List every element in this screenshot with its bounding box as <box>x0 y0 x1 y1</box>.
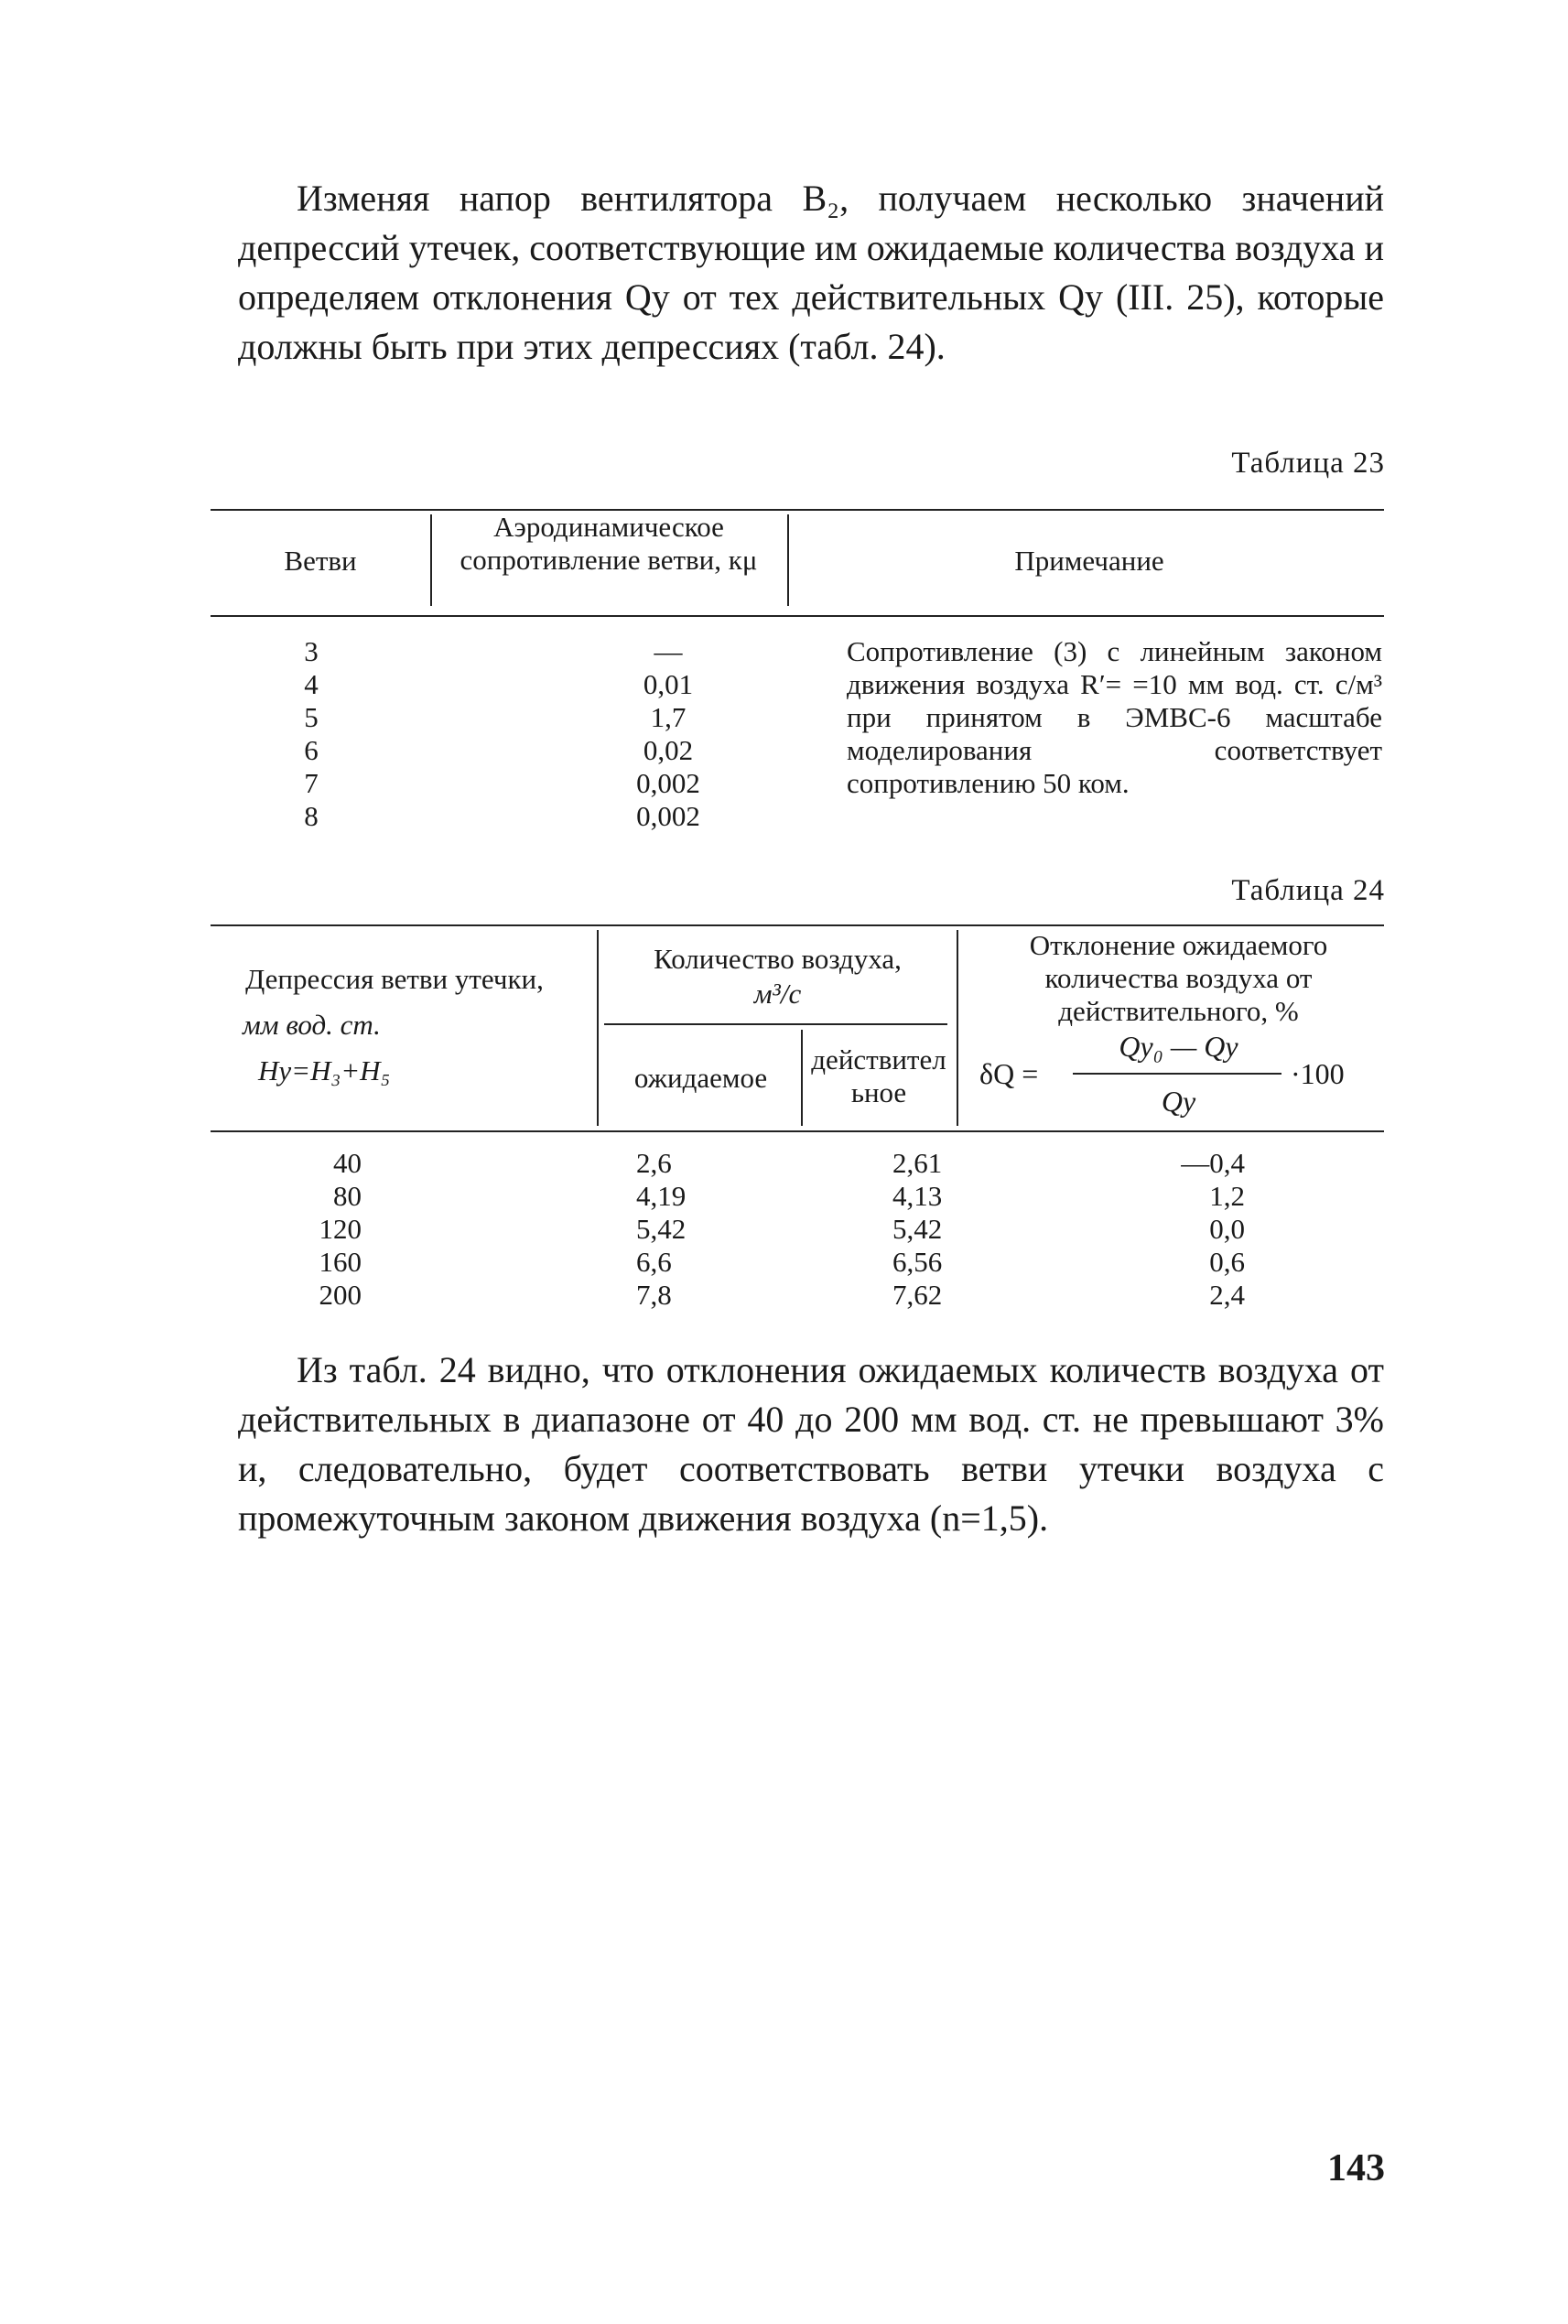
table24-col-divider-2 <box>957 930 958 1126</box>
table23-header-branches: Ветви <box>284 545 357 577</box>
table24-expected-column <box>636 1147 746 1312</box>
table23-resistance-value: 0,01 <box>643 668 694 700</box>
table24-header-quantity-units: м³/с <box>753 978 802 1010</box>
page-number: 143 <box>1327 2147 1385 2189</box>
table23-note: Сопротивление (3) с линейным законом движения воздуха R′= =10 мм вод. ст. с/м³ при принятом в ЭМВС-6 масштабе моделирования соответствует сопротивлению 50 ком. <box>847 635 1382 799</box>
table23-resistance-value: 0,002 <box>636 767 700 799</box>
paragraph-conclusion-text: Из табл. 24 видно, что отклонения ожидаемых количеств воздуха от действительных в диапазоне от 40 до 200 мм вод. ст. не превышают 3% и, следовательно, будет соответствовать ветви утечки воздуха с промежуточным законом движения воздуха (n=1,5). <box>238 1349 1384 1539</box>
table23-branch: 3 <box>304 635 319 667</box>
table24-header-actual: действительное <box>811 1043 946 1108</box>
table24-top-rule <box>211 924 1384 926</box>
table24-header-rule <box>211 1130 1384 1132</box>
table23-resistance-value: 0,02 <box>643 734 694 766</box>
table24-formula-denominator-text: Qу <box>1161 1085 1196 1118</box>
table24-deviation-value: 0,0 <box>1209 1213 1245 1245</box>
table24-actual-value: 4,13 <box>892 1180 943 1212</box>
table24-formula-denominator <box>1080 1085 1277 1119</box>
table24-deviation-value: 0,6 <box>1209 1246 1245 1278</box>
table24-header-depression-units: мм вод. ст. <box>243 1009 381 1041</box>
table24-depression-column <box>275 1147 362 1312</box>
table24-expected-value: 7,8 <box>636 1279 672 1311</box>
table24-depression-value: 200 <box>319 1279 362 1311</box>
table24-header-depression-1: Депрессия ветви утечки, <box>245 963 544 995</box>
table24-actual-column <box>892 1147 1002 1312</box>
table23-col-divider-2 <box>787 514 789 606</box>
table24-subheader-rule <box>604 1023 947 1025</box>
table24-expected-value: 6,6 <box>636 1246 672 1278</box>
table24-header-depression-3 <box>258 1054 588 1087</box>
paragraph-intro-text: Изменяя напор вентилятора B₂, получаем несколько значений депрессий утечек, соответствующие им ожидаемые количества воздуха и определяем отклонения Qу от тех действительных Qу (III. 25), которые должны быть при этих депрессиях (табл. 24). <box>238 178 1384 367</box>
table24-formula-numerator-text: Qу₀ — Qу <box>1119 1030 1238 1063</box>
table24-header-deviation: Отклонение ожидаемого количества воздуха от действительного, % <box>1029 929 1328 1027</box>
table23-header-rule <box>211 615 1384 617</box>
table23-branch: 8 <box>304 800 319 832</box>
table24-actual-value: 2,61 <box>892 1147 943 1179</box>
table24-depression-value: 80 <box>333 1180 362 1212</box>
table24-actual-value: 7,62 <box>892 1279 943 1311</box>
table24-expected-value: 4,19 <box>636 1180 687 1212</box>
table23-branch: 6 <box>304 734 319 766</box>
table23-resistance-value: 0,002 <box>636 800 700 832</box>
table24-depression-value: 40 <box>333 1147 362 1179</box>
table24-deviation-value: 2,4 <box>1209 1279 1245 1311</box>
table23-caption: Таблица 23 <box>1231 447 1385 480</box>
table24-caption: Таблица 24 <box>1231 874 1385 907</box>
table24-header-expected: ожидаемое <box>633 1062 768 1094</box>
table24-header-depression-2 <box>243 1009 590 1042</box>
table23-header-note: Примечание <box>1014 545 1164 577</box>
table24-deviation-column <box>1144 1147 1245 1312</box>
table24-actual-value: 5,42 <box>892 1213 943 1245</box>
table24-actual-value: 6,56 <box>892 1246 943 1278</box>
table24-depression-value: 160 <box>319 1246 362 1278</box>
table24-formula-bar <box>1073 1073 1281 1075</box>
table24-header-quantity-units-wrap <box>606 978 949 1011</box>
table24-header-depression-formula: Hу=H₃+H₅ <box>258 1054 391 1086</box>
table24-col-divider-sub <box>801 1030 803 1126</box>
table24-formula-left: δQ = <box>979 1057 1039 1090</box>
table24-deviation-value: —0,4 <box>1181 1147 1245 1179</box>
table24-deviation-value: 1,2 <box>1209 1180 1245 1212</box>
table23-branch: 4 <box>304 668 319 700</box>
paragraph-intro <box>238 174 1384 372</box>
table24-depression-value: 120 <box>319 1213 362 1245</box>
table23-header-resistance: Аэродинамическое сопротивление ветви, кμ <box>460 511 758 576</box>
table24-expected-value: 2,6 <box>636 1147 672 1179</box>
table23-branch: 5 <box>304 701 319 733</box>
table23-branches-column <box>275 635 348 833</box>
table23-branch: 7 <box>304 767 319 799</box>
table23-resistance-value: 1,7 <box>650 701 687 733</box>
table24-expected-value: 5,42 <box>636 1213 687 1245</box>
table24-formula-numerator <box>1080 1030 1277 1064</box>
table23-resistance-value: — <box>654 635 683 667</box>
paragraph-conclusion <box>238 1346 1384 1543</box>
table24-col-divider-1 <box>597 930 599 1126</box>
table23-resistance-column <box>595 635 741 833</box>
table23-col-divider-1 <box>430 514 432 606</box>
table23-top-rule <box>211 509 1384 511</box>
table24-formula-right: ·100 <box>1291 1057 1345 1090</box>
table24-header-quantity: Количество воздуха, <box>654 943 902 975</box>
